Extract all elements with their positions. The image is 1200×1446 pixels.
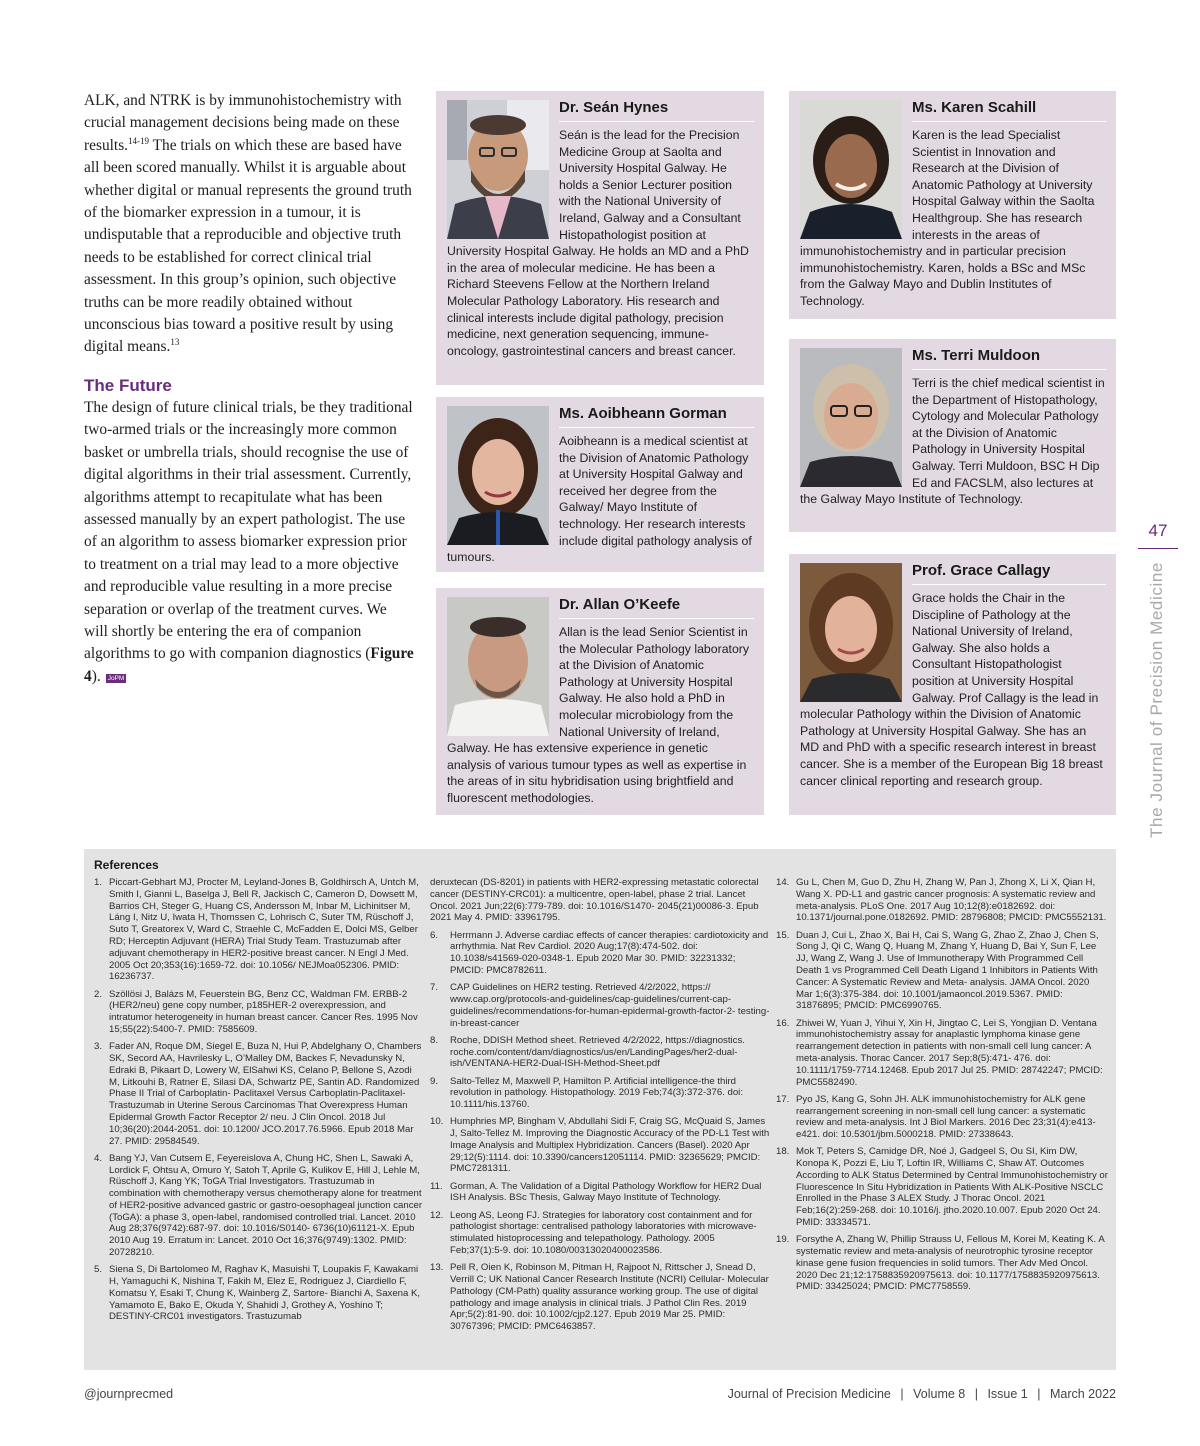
author-bio bbox=[800, 127, 1107, 310]
footer-journal: Journal of Precision Medicine bbox=[727, 1387, 891, 1401]
reference-text: Humphries MP, Bingham V, Abdullahi Sidi F, Craig SG, McQuaid S, James J, Salto-Tellez M. Improving the Diagnostic Accuracy of the PD-L1 Test with Image Analysis and Multiplex Hybridization. Cancers (Basel). 2020 Apr 29;12(5):1114. doi: 10.3390/cancers12051114. PMID: 32365629; PMCID: PMC7281311. bbox=[450, 1116, 770, 1175]
reference-text: Bang YJ, Van Cutsem E, Feyereislova A, Chung HC, Shen L, Sawaki A, Lordick F, Ohtsu A, Omuro Y, Satoh T, Aprile G, Kulikov E, Hill J, Lehle M, Rüschoff J, Kang YK; ToGA Trial Investigators. Trastuzumab in combination with chemotherapy versus chemotherapy alone for treatment of HER2-positive advanced gastric or gastro-oesophageal junction cancer (ToGA): a phase 3, open-label, randomised controlled trial. Lancet. 2010 Aug 28;376(9742):687-97. doi: 10.1016/S0140- 6736(10)61121-X. Epub 2010 Aug 19. Erratum in: Lancet. 2010 Oct 16;376(9749):1302. PMID: 20728210. bbox=[109, 1152, 423, 1259]
author-name: Ms. Karen Scahill bbox=[912, 99, 1106, 122]
reference-item bbox=[94, 877, 424, 983]
reference-text: Mok T, Peters S, Camidge DR, Noé J, Gadgeel S, Ou SI, Kim DW, Konopa K, Pozzi E, Liu T, Loftin IR, Williams C, Shaw AT. Outcomes According to ALK Status Determined by Central Immunohistochemistry or Fluorescence In Situ Hybridization in Patients With ALK-Positive NSCLC Enrolled in the Phase 3 ALEX Study. J Thorac Oncol. 2021 Feb;16(2):259-268. doi: 10.1016/j. jtho.2020.10.007. Epub 2020 Oct 24. PMID: 33334571. bbox=[796, 1146, 1108, 1229]
reference-text: Piccart-Gebhart MJ, Procter M, Leyland-Jones B, Goldhirsch A, Untch M, Smith I, Gianni L, Baselga J, Bell R, Jackisch C, Cameron D, Dowsett M, Barrios CH, Steger G, Huang CS, Andersson M, Inbar M, Lichinitser M, Láng I, Nitz U, Iwata H, Thomssen C, Lohrisch C, Suter TM, Rüschoff J, Suto T, Greatorex V, Ward C, Straehle C, McFadden E, Dolci MS, Gelber RD; Herceptin Adjuvant (HERA) Trial Study Team. Trastuzumab after adjuvant chemotherapy in HER2-positive breast cancer. N Engl J Med. 2005 Oct 20;353(16):1659-72. doi: 10.1056/ NEJMoa052306. PMID: 16236737. bbox=[109, 877, 419, 983]
bio-card bbox=[789, 339, 1116, 532]
reference-text: CAP Guidelines on HER2 testing. Retrieved 4/2/2022, https:// www.cap.org/protocols-and-guidelines/cap-guidelines/current-cap- guidelines/recommendations-for-human-epidermal-growth-factor-2- testing-in-breast-cancer bbox=[450, 982, 770, 1029]
article-column bbox=[84, 90, 414, 688]
paragraph-text: ). bbox=[91, 667, 101, 685]
footer-volume: Volume 8 bbox=[913, 1387, 966, 1401]
citation-superscript: 14-19 bbox=[128, 135, 150, 146]
reference-item bbox=[776, 930, 1108, 1013]
reference-text: deruxtecan (DS-8201) in patients with HER2-expressing metastatic colorectal cancer (DESTINY-CRC01): a multicentre, open-label, phase 2 trial. Lancet Oncol. 2021 Jun;22(6):779-789. doi: 10.1016/S1470- 2045(21)00086-3. Epub 2021 May 4. PMID: 33961795. bbox=[430, 877, 759, 924]
reference-number: 3. bbox=[94, 1041, 103, 1053]
reference-number: 17. bbox=[776, 1093, 790, 1105]
reference-text: Leong AS, Leong FJ. Strategies for laboratory cost containment and for pathologist shortage: centralised pathology laboratories with microwave-stimulated histoprocessing and telepathology. Pathology. 2005 Feb;37(1):5-9. doi: 10.1080/00313020400023586. bbox=[450, 1209, 757, 1257]
paragraph-text: The design of future clinical trials, be they traditional two-armed trials or the increasingly more common basket or umbrella trials, should recognise the use of digital algorithms in their trial assessment. Currently, algorithms attempt to recapitulate what has been assessed manually by an expert pathologist. The use of an algorithm to assess biomarker expression prior to treatment on a trial may lead to a more objective and reproducible value resulting in a more precise separation or overlap of the treatment curves. We will shortly be entering the era of companion algorithms to go with companion diagnostics ( bbox=[84, 398, 413, 663]
reference-number: 16. bbox=[776, 1017, 790, 1029]
page-number-rule bbox=[1138, 548, 1178, 549]
author-bio bbox=[447, 127, 755, 359]
reference-text: Gu L, Chen M, Guo D, Zhu H, Zhang W, Pan J, Zhong X, Li X, Qian H, Wang X. PD-L1 and gastric cancer prognosis: A systematic review and meta-analysis. PLoS One. 2017 Aug 10;12(8):e0182692. doi: 10.1371/journal.pone.0182692. PMID: 28796808; PMCID: PMC5552131. bbox=[796, 877, 1107, 924]
reference-text: Pell R, Oien K, Robinson M, Pitman H, Rajpoot N, Rittscher J, Snead D, Verrill C; UK National Cancer Research Institute (NCRI) Cellular- Molecular Pathology (CM-Path) quality assurance working group. The use of digital pathology and image analysis in clinical trials. J Pathol Clin Res. 2019 Apr;5(2):81-90. doi: 10.1002/cjp2.127. Epub 2019 Mar 25. PMID: 30767396; PMCID: PMC6463857. bbox=[450, 1262, 769, 1333]
reference-number: 14. bbox=[776, 877, 790, 888]
reference-item bbox=[776, 1094, 1108, 1141]
social-handle: @journprecmed bbox=[84, 1387, 174, 1401]
journal-name-vertical: The Journal of Precision Medicine bbox=[1147, 562, 1166, 838]
reference-item bbox=[430, 1116, 770, 1175]
footer-separator: | bbox=[1037, 1387, 1041, 1401]
footer-date: March 2022 bbox=[1049, 1387, 1116, 1401]
reference-item bbox=[776, 1146, 1108, 1229]
reference-item bbox=[776, 1234, 1108, 1293]
reference-item bbox=[430, 1181, 770, 1205]
author-bio bbox=[447, 624, 755, 807]
reference-text: Zhiwei W, Yuan J, Yihui Y, Xin H, Jingtao C, Lei S, Yongjian D. Ventana immunohistochemistry assay for anaplastic lymphoma kinase gene rearrangement detection in patients with non-small cell lung cancer: A meta-analysis. Thorac Cancer. 2017 Sep;8(5):471- 476. doi: 10.1111/1759-7714.12468. Epub 2017 Jul 25. PMID: 28742247; PMCID: PMC5582490. bbox=[796, 1017, 1103, 1088]
reference-number: 18. bbox=[776, 1146, 790, 1158]
reference-text: Szöllösi J, Balázs M, Feuerstein BG, Benz CC, Waldman FM. ERBB-2 (HER2/neu) gene copy number, p185HER-2 overexpression, and intratumor heterogeneity in human breast cancer. Cancer Res. 1995 Nov 15;55(22):5400-7. PMID: 7585609. bbox=[109, 988, 418, 1035]
reference-text: Duan J, Cui L, Zhao X, Bai H, Cai S, Wang G, Zhao Z, Zhao J, Chen S, Song J, Qi C, Wang Q, Huang M, Zhang Y, Huang D, Bai Y, Sun F, Lee JJ, Wang Z, Wang J. Use of Immunotherapy With Programmed Cell Death 1 vs Programmed Cell Death Ligand 1 Inhibitors in Patients With Cancer: A Systematic Review and Meta- analysis. JAMA Oncol. 2020 Mar 1;6(3):375-384. doi: 10.1001/jamaoncol.2019.5367. PMID: 31876895; PMCID: PMC6990765. bbox=[796, 929, 1099, 1012]
reference-item bbox=[94, 1041, 424, 1147]
reference-number: 13. bbox=[430, 1262, 444, 1274]
reference-number: 19. bbox=[776, 1234, 790, 1246]
reference-item bbox=[776, 1018, 1108, 1089]
section-heading: The Future bbox=[84, 375, 172, 395]
end-of-article-icon: JoPM bbox=[107, 674, 125, 682]
reference-number: 5. bbox=[94, 1264, 103, 1276]
author-bio bbox=[800, 375, 1107, 508]
reference-text: Pyo JS, Kang G, Sohn JH. ALK immunohistochemistry for ALK gene rearrangement screening in non-small cell lung cancer: a systematic review and meta-analysis. Int J Biol Markers. 2016 Dec 23;31(4):e413-e421. doi: 10.5301/jbm.5000218. PMID: 27338643. bbox=[796, 1093, 1096, 1141]
reference-item bbox=[430, 1210, 770, 1257]
reference-number: 2. bbox=[94, 988, 103, 1000]
bio-card bbox=[436, 91, 764, 385]
reference-number: 6. bbox=[430, 929, 439, 941]
bio-card bbox=[789, 91, 1116, 319]
footer-issue: Issue 1 bbox=[987, 1387, 1028, 1401]
reference-item bbox=[94, 1153, 424, 1259]
reference-text: Forsythe A, Zhang W, Phillip Strauss U, Fellous M, Korei M, Keating K. A systematic review and meta-analysis of neurotrophic tyrosine receptor kinase gene fusion frequencies in solid tumors. Ther Adv Med Oncol. 2020 Dec 21;12:1758835920975613. doi: 10.1177/1758835920975613. PMID: 33425024; PMCID: PMC7758559. bbox=[796, 1234, 1105, 1293]
reference-item bbox=[430, 982, 770, 1029]
figure-reference: Figure 4 bbox=[84, 645, 414, 685]
reference-number: 10. bbox=[430, 1116, 444, 1128]
reference-item bbox=[430, 1262, 770, 1333]
author-bio-text: Seán is the lead for the Precision Medicine Group at Saolta and University Hospital Galway. He holds a Senior Lecturer position with the National University of Ireland, Galway and a Consultant Histopathologist position at University Hospital Galway. He holds an MD and a PhD in the area of molecular medicine. He has been a Richard Steevens Fellow at the Northern Ireland Molecular Pathology Laboratory. His research and clinical interests include digital pathology, precision medicine, next generation sequencing, immune-oncology, gastrointestinal cancers and breast cancer. bbox=[447, 128, 749, 358]
references-column-2 bbox=[430, 877, 770, 1338]
bio-card bbox=[789, 554, 1116, 815]
reference-number: 1. bbox=[94, 877, 103, 888]
reference-item bbox=[776, 877, 1108, 924]
reference-text: Siena S, Di Bartolomeo M, Raghav K, Masuishi T, Loupakis F, Kawakami H, Yamaguchi K, Nishina T, Fakih M, Elez E, Rodriguez J, Ciardiello F, Komatsu Y, Esaki T, Chung K, Wainberg Z, Sartore- Bianchi A, Saxena K, Yamamoto E, Bako E, Okuda Y, Shahidi J, Grothey A, Yoshino T; DESTINY-CRC01 investigators. Trastuzumab bbox=[109, 1264, 421, 1323]
citation-superscript: 13 bbox=[170, 337, 180, 348]
reference-item bbox=[430, 1035, 770, 1070]
author-name: Dr. Allan O’Keefe bbox=[559, 596, 754, 619]
author-name: Ms. Terri Muldoon bbox=[912, 347, 1106, 370]
author-bio-text: Karen is the lead Specialist Scientist in Innovation and Research at the Division of Anatomic Pathology at University Hospital Galway within the Saolta Healthgroup. She has research interests in the areas of immunohistochemistry and in particular precision immunohistochemistry. Karen, holds a BSc and MSc from the Galway Mayo and Dublin Institutes of Technology. bbox=[800, 128, 1095, 308]
author-name: Ms. Aoibheann Gorman bbox=[559, 405, 754, 428]
bio-card bbox=[436, 588, 764, 815]
reference-number: 15. bbox=[776, 929, 790, 941]
reference-number: 12. bbox=[430, 1209, 444, 1221]
article-paragraph bbox=[84, 90, 414, 359]
reference-item bbox=[430, 930, 770, 977]
bio-card bbox=[436, 397, 764, 572]
author-bio-text: Aoibheann is a medical scientist at the Division of Anatomic Pathology at University Hospital Galway and received her degree from the Galway/ Mayo Institute of technology. Her research interests include digital pathology analysis of tumours. bbox=[447, 434, 752, 565]
reference-number: 9. bbox=[430, 1075, 439, 1087]
journal-footer bbox=[728, 1387, 1116, 1401]
reference-text: Roche, DDISH Method sheet. Retrieved 4/2/2022, https://diagnostics. roche.com/content/dam/diagnostics/us/en/LandingPages/her2-dual- ish/VENTANA-HER2-Dual-ISH-Method-Sheet.pdf bbox=[450, 1034, 745, 1070]
author-bio-text: Terri is the chief medical scientist in the Department of Histopathology, Cytology and Molecular Pathology at the Division of Anatomic Pathology in University Hospital Galway. Terri Muldoon, BSC H Dip Ed and FACSLM, also lectures at the Galway Mayo Institute of Technology. bbox=[800, 376, 1105, 507]
author-name: Prof. Grace Callagy bbox=[912, 562, 1106, 585]
paragraph-text: The trials on which these are based have all been scored manually. Whilst it is arguable about whether digital or manual represents the ground truth of the biomarker expression in a tumour, it is undisputable that a reproducible and objective truth needs to be established for correct clinical trial assessment. In this group’s opinion, such objective truths can be more readily obtained without unconscious bias toward a positive result by using digital means. bbox=[84, 136, 412, 356]
reference-number: 7. bbox=[430, 982, 439, 994]
reference-text: Salto-Tellez M, Maxwell P, Hamilton P. Artificial intelligence-the third revolution in pathology. Histopathology. 2019 Feb;74(3):372-376. doi: 10.1111/his.13760. bbox=[450, 1075, 743, 1111]
reference-item bbox=[94, 989, 424, 1036]
reference-text: Gorman, A. The Validation of a Digital Pathology Workflow for HER2 Dual ISH Analysis. BSc Thesis, Galway Mayo Institute of Technology. bbox=[450, 1180, 762, 1204]
reference-number: 4. bbox=[94, 1152, 103, 1164]
article-paragraph bbox=[84, 397, 414, 688]
author-bio bbox=[800, 590, 1107, 789]
references-column-3 bbox=[776, 877, 1108, 1299]
reference-text: Fader AN, Roque DM, Siegel E, Buza N, Hui P, Abdelghany O, Chambers SK, Secord AA, Havrilesky L, O’Malley DM, Backes F, Nevadunsky N, Edraki B, Pikaart D, Lowery W, ElSahwi KS, Celano P, Bellone S, Azodi M, Litkouhi B, Ratner E, Silasi DA, Schwartz PE, Santin AD. Randomized Phase II Trial of Carboplatin- Paclitaxel Versus Carboplatin-Paclitaxel-Trastuzumab in Uterine Serous Carcinomas That Overexpress Human Epidermal Growth Factor Receptor 2/ neu. J Clin Oncol. 2018 Jul 10;36(20):2044-2051. doi: 10.1200/ JCO.2017.76.5966. Epub 2018 Mar 27. PMID: 29584549. bbox=[109, 1041, 422, 1147]
author-name: Dr. Seán Hynes bbox=[559, 99, 754, 122]
paragraph-text: ALK, and NTRK is by immunohistochemistry with crucial management decisions being made on these results. bbox=[84, 92, 402, 154]
author-bio bbox=[447, 433, 755, 566]
author-bio-text: Grace holds the Chair in the Discipline of Pathology at the National University of Ireland, Galway. She also holds a Consultant Histopathologist position at University Hospital Galway. Prof Callagy is the lead in molecular Pathology within the Division of Anatomic Pathology at University Hospital Galway. She has an MD and PhD with a specific research interest in breast cancer. She is a member of the European Big 18 breast cancer clinical reporting and research group. bbox=[800, 591, 1103, 788]
reference-text: Herrmann J. Adverse cardiac effects of cancer therapies: cardiotoxicity and arrhythmia. Nat Rev Cardiol. 2020 Aug;17(8):474-502. doi: 10.1038/s41569-020-0348-1. Epub 2020 Mar 30. PMID: 32231332; PMCID: PMC8782611. bbox=[450, 929, 769, 976]
footer-separator: | bbox=[900, 1387, 904, 1401]
reference-number: 8. bbox=[430, 1034, 439, 1046]
references-box bbox=[84, 849, 1116, 1370]
reference-item bbox=[430, 1076, 770, 1111]
references-column-1 bbox=[94, 877, 424, 1329]
page-number: 47 bbox=[1148, 521, 1168, 540]
footer-separator: | bbox=[974, 1387, 978, 1401]
reference-number: 11. bbox=[430, 1180, 443, 1192]
reference-item bbox=[430, 877, 770, 924]
reference-item bbox=[94, 1264, 424, 1323]
author-bio-text: Allan is the lead Senior Scientist in the Molecular Pathology laboratory at the Division of Anatomic Pathology at University Hospital Galway. He also hold a PhD in molecular microbiology from the National University of Ireland, Galway. He has extensive experience in genetic analysis of various tumour types as well as expertise in the areas of in situ hybridisation using brightfield and fluorescent methodologies. bbox=[447, 625, 750, 805]
references-title: References bbox=[94, 858, 159, 872]
